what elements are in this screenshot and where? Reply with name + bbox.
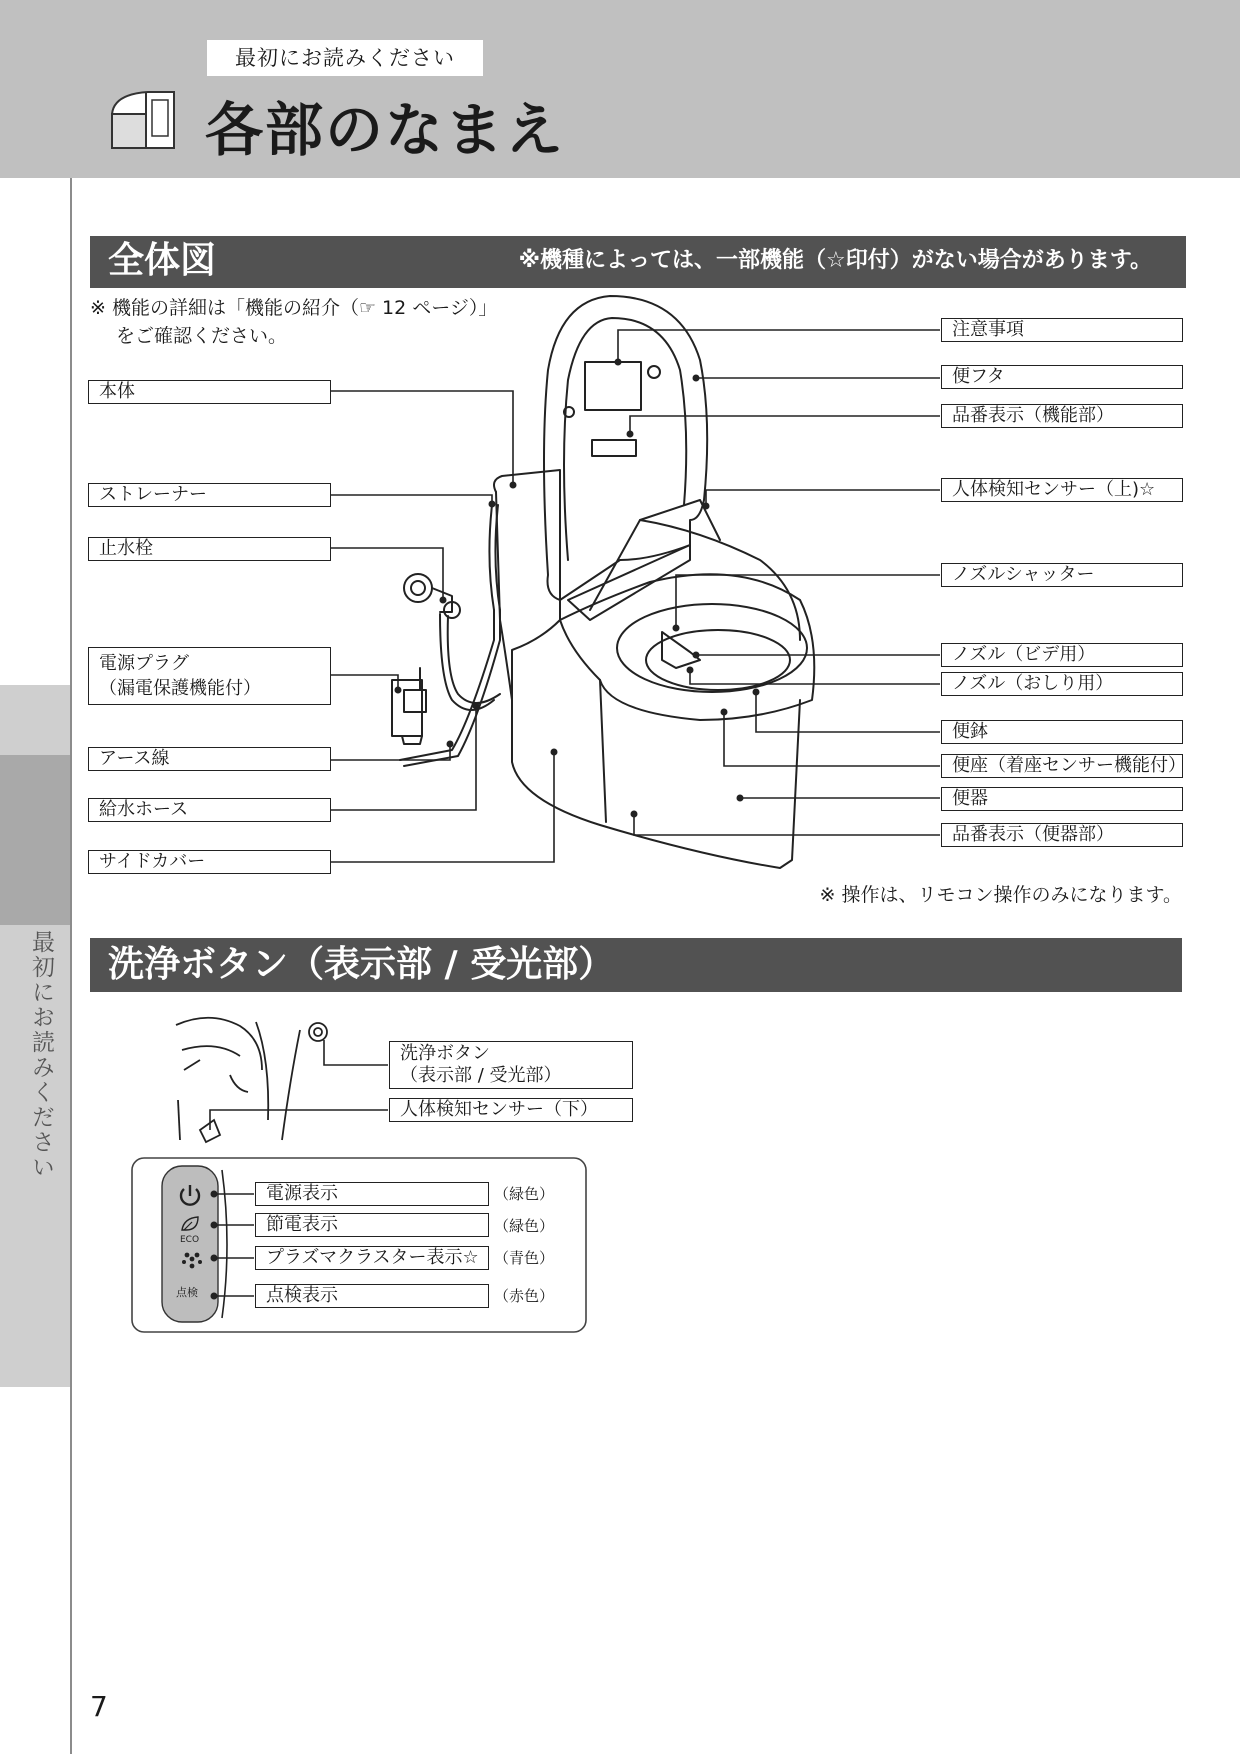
label-side-cover: サイドカバー <box>88 850 331 874</box>
eco-leaf-icon <box>178 1214 204 1244</box>
inspection-icon: 点検 <box>176 1286 198 1299</box>
chapter-tag: 最初にお読みください <box>207 40 483 76</box>
label-power-plug-line1: 電源プラグ <box>99 653 189 674</box>
label-seat: 便座（着座センサー機能付） <box>941 754 1183 778</box>
label-model-number-unit: 品番表示（機能部） <box>941 404 1183 428</box>
label-flush-button <box>389 1041 633 1089</box>
label-flush-button-line1: 洗浄ボタン <box>400 1043 490 1064</box>
label-model-number-toilet: 品番表示（便器部） <box>941 823 1183 847</box>
label-human-sensor-upper: 人体検知センサー（上)☆ <box>941 478 1183 502</box>
power-icon <box>176 1182 204 1210</box>
label-flush-button-line2: （表示部 / 受光部） <box>400 1065 562 1086</box>
feature-reference-line1: ※ 機能の詳細は「機能の紹介（☞ 12 ページ）」 <box>90 297 498 319</box>
label-main-body: 本体 <box>88 380 331 404</box>
feature-reference-line2: をご確認ください。 <box>116 325 288 347</box>
label-water-hose: 給水ホース <box>88 798 331 822</box>
label-stop-valve: 止水栓 <box>88 537 331 561</box>
label-eco-indicator: 節電表示 <box>255 1213 489 1237</box>
label-nozzle-shutter: ノズルシャッター <box>941 563 1183 587</box>
section-flush-button-title: 洗浄ボタン（表示部 / 受光部） <box>108 944 615 985</box>
label-lid: 便フタ <box>941 365 1183 389</box>
label-bowl: 便鉢 <box>941 720 1183 744</box>
color-inspection-indicator: （赤色） <box>494 1287 555 1305</box>
label-toilet: 便器 <box>941 787 1183 811</box>
plasmacluster-icon <box>180 1250 204 1270</box>
svg-text:ECO: ECO <box>180 1235 200 1244</box>
label-human-sensor-lower: 人体検知センサー（下） <box>389 1098 633 1122</box>
side-tab-label: 最初にお読みください <box>28 930 54 1180</box>
section-flush-button-band <box>90 938 1182 992</box>
label-earth-wire: アース線 <box>88 747 331 771</box>
color-power-indicator: （緑色） <box>494 1185 555 1203</box>
section-overall-note: ※機種によっては、一部機能（☆印付）がない場合があります。 <box>518 248 1152 273</box>
label-caution: 注意事項 <box>941 318 1183 342</box>
remote-only-note: ※ 操作は、リモコン操作のみになります。 <box>819 884 1182 906</box>
label-nozzle-rear: ノズル（おしり用） <box>941 672 1183 696</box>
page-number: 7 <box>90 1690 108 1723</box>
color-eco-indicator: （緑色） <box>494 1217 555 1235</box>
page-title: 各部のなまえ <box>205 96 566 164</box>
label-nozzle-bidet: ノズル（ビデ用） <box>941 643 1183 667</box>
color-plasmacluster-indicator: （青色） <box>494 1249 555 1267</box>
label-plasmacluster-indicator: プラズマクラスター表示☆ <box>255 1246 489 1270</box>
label-inspection-indicator: 点検表示 <box>255 1284 489 1308</box>
label-power-plug <box>88 647 331 705</box>
label-power-plug-line2: （漏電保護機能付） <box>99 678 261 699</box>
section-overall-title: 全体図 <box>108 240 217 281</box>
label-strainer: ストレーナー <box>88 483 331 507</box>
label-power-indicator: 電源表示 <box>255 1182 489 1206</box>
